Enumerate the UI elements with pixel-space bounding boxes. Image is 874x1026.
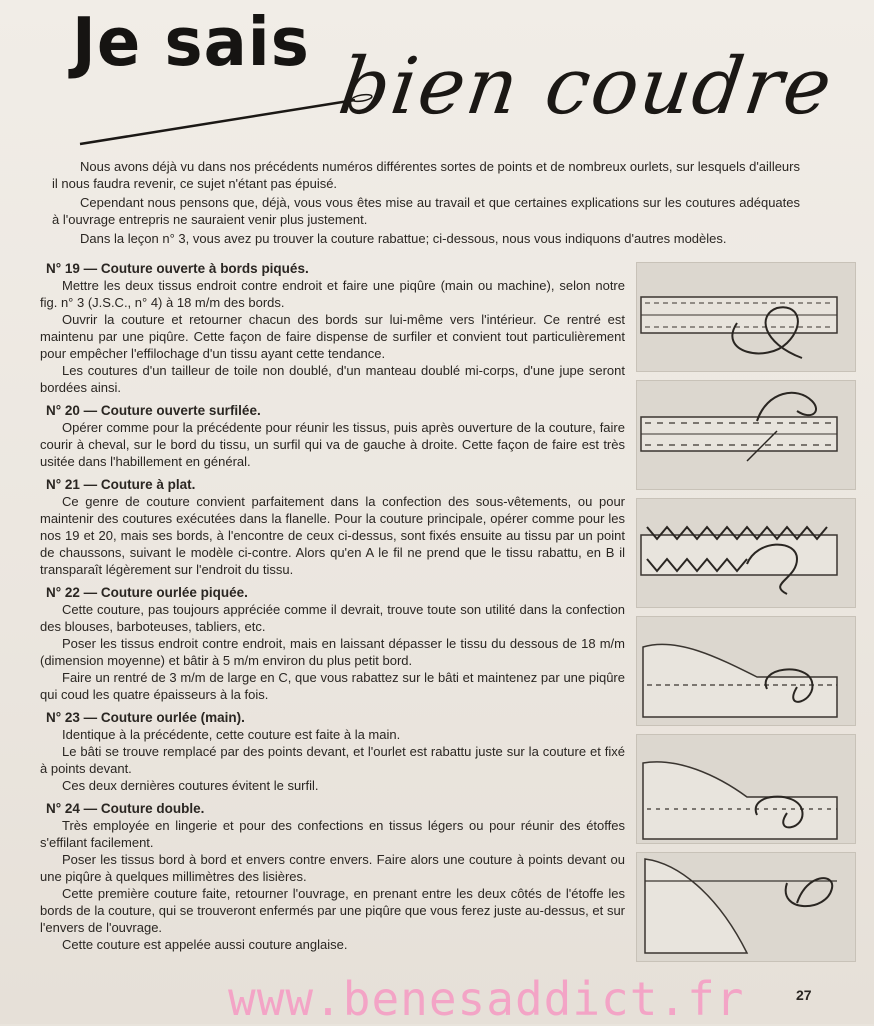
- section-paragraph: Poser les tissus bord à bord et envers contre envers. Faire alors une couture à points devant ou une piqûre à quelques millimètres des lisières.: [40, 852, 625, 884]
- seam-illustration-icon: [637, 617, 855, 725]
- section-paragraph: Ouvrir la couture et retourner chacun des bords sur lui-même vers l'intérieur. Ce rentré est maintenu par une piqûre. Cette façon de faire dispense de surfiler et convient tout particulièrement pour empêcher l'effilochage d'un tissu ayant cette tendance.: [40, 312, 625, 361]
- section-heading: N° 20 — Couture ouverte surfilée.: [46, 403, 261, 418]
- section-23: [40, 709, 625, 794]
- section-paragraph: Opérer comme pour la précédente pour réunir les tissus, puis après ouverture de la couture, faire courir à cheval, sur le bord du tissu, un surfil qui va de gauche à droite. Cette façon de faire est très usitée dans l'habillement en général.: [40, 420, 625, 469]
- figure-seam-24: [636, 852, 856, 962]
- section-19: [40, 260, 625, 396]
- intro-paragraph: Dans la leçon n° 3, vous avez pu trouver la couture rabattue; ci-dessous, nous vous indiquons d'autres modèles.: [80, 231, 727, 246]
- section-heading: N° 22 — Couture ourlée piquée.: [46, 585, 248, 600]
- watermark-url: www.benesaddict.fr: [228, 972, 745, 1026]
- figure-column: [636, 262, 854, 970]
- section-paragraph: Identique à la précédente, cette couture est faite à la main.: [62, 727, 401, 742]
- section-21: [40, 476, 625, 578]
- title-main: Je sais: [72, 4, 310, 82]
- section-paragraph: Le bâti se trouve remplacé par des points devant, et l'ourlet est rabattu juste sur la couture et fixé à points devant.: [40, 744, 625, 776]
- section-paragraph: Très employée en lingerie et pour des confections en tissus légers ou pour réunir des étoffes s'effilant facilement.: [40, 818, 625, 850]
- section-heading: N° 21 — Couture à plat.: [46, 477, 196, 492]
- seam-illustration-icon: [637, 499, 855, 607]
- section-paragraph: Les coutures d'un tailleur de toile non doublé, d'un manteau doublé mi-corps, d'une jupe seront bordées ainsi.: [40, 363, 625, 395]
- section-paragraph: Mettre les deux tissus endroit contre endroit et faire une piqûre (main ou machine), selon notre fig. n° 3 (J.S.C., n° 4) à 18 m/m des bords.: [40, 278, 625, 310]
- section-heading: N° 24 — Couture double.: [46, 801, 205, 816]
- section-24: [40, 800, 625, 953]
- article-body: [40, 260, 625, 959]
- intro-text: [52, 158, 800, 249]
- section-paragraph: Cette couture, pas toujours appréciée comme il devrait, trouve toute son utilité dans la confection des blouses, barboteuses, tabliers, etc.: [40, 602, 625, 634]
- figure-seam-22: [636, 616, 856, 726]
- section-22: [40, 584, 625, 703]
- figure-seam-20: [636, 380, 856, 490]
- section-paragraph: Poser les tissus endroit contre endroit, mais en laissant dépasser le tissu du dessous de 18 m/m (dimension moyenne) et bâtir à 5 m/m environ du plus petit bord.: [40, 636, 625, 668]
- section-paragraph: Cette couture est appelée aussi couture anglaise.: [62, 937, 348, 952]
- page-number: 27: [796, 987, 812, 1003]
- seam-illustration-icon: [637, 263, 855, 371]
- section-paragraph: Ce genre de couture convient parfaitement dans la confection des sous-vêtements, ou pour maintenir des coutures exécutées dans la flanelle. Pour la couture principale, opérer comme pour les nos 19 et 20, mais ses bords, à l'encontre de ceux ci-dessus, sont fixés ensuite au tissu par un point de chaussons, suivant le modèle ci-contre. Alors qu'en A le fil ne prend que le tissu rabattu, en B il transparaît légèrement sur l'endroit du tissu.: [40, 494, 625, 577]
- section-20: [40, 402, 625, 470]
- seam-illustration-icon: [637, 853, 855, 961]
- intro-paragraph: Cependant nous pensons que, déjà, vous vous êtes mise au travail et que certaines explications sur les coutures adéquates à l'ouvrage entrepris ne sauraient venir plus justement.: [52, 195, 800, 227]
- section-paragraph: Cette première couture faite, retourner l'ouvrage, en prenant entre les deux côtés de l'étoffe les bords de la couture, qui se trouveront enfermés par une piqûre que vous ferez juste au-dessus, et sur l'envers de l'ouvrage.: [40, 886, 625, 935]
- intro-paragraph: Nous avons déjà vu dans nos précédents numéros différentes sortes de points et de nombreux ourlets, sur lesquels d'ailleurs il nous faudra revenir, ce sujet n'étant pas épuisé.: [52, 159, 800, 191]
- figure-seam-21: [636, 498, 856, 608]
- section-heading: N° 23 — Couture ourlée (main).: [46, 710, 245, 725]
- section-heading: N° 19 — Couture ouverte à bords piqués.: [46, 261, 309, 276]
- section-paragraph: Faire un rentré de 3 m/m de large en C, que vous rabattez sur le bâti et maintenez par une piqûre qui coud les quatre épaisseurs à la fois.: [40, 670, 625, 702]
- figure-seam-19: [636, 262, 856, 372]
- title-script: bien coudre: [333, 42, 839, 132]
- section-paragraph: Ces deux dernières coutures évitent le surfil.: [62, 778, 319, 793]
- seam-illustration-icon: [637, 381, 855, 489]
- seam-illustration-icon: [637, 735, 855, 843]
- figure-seam-23: [636, 734, 856, 844]
